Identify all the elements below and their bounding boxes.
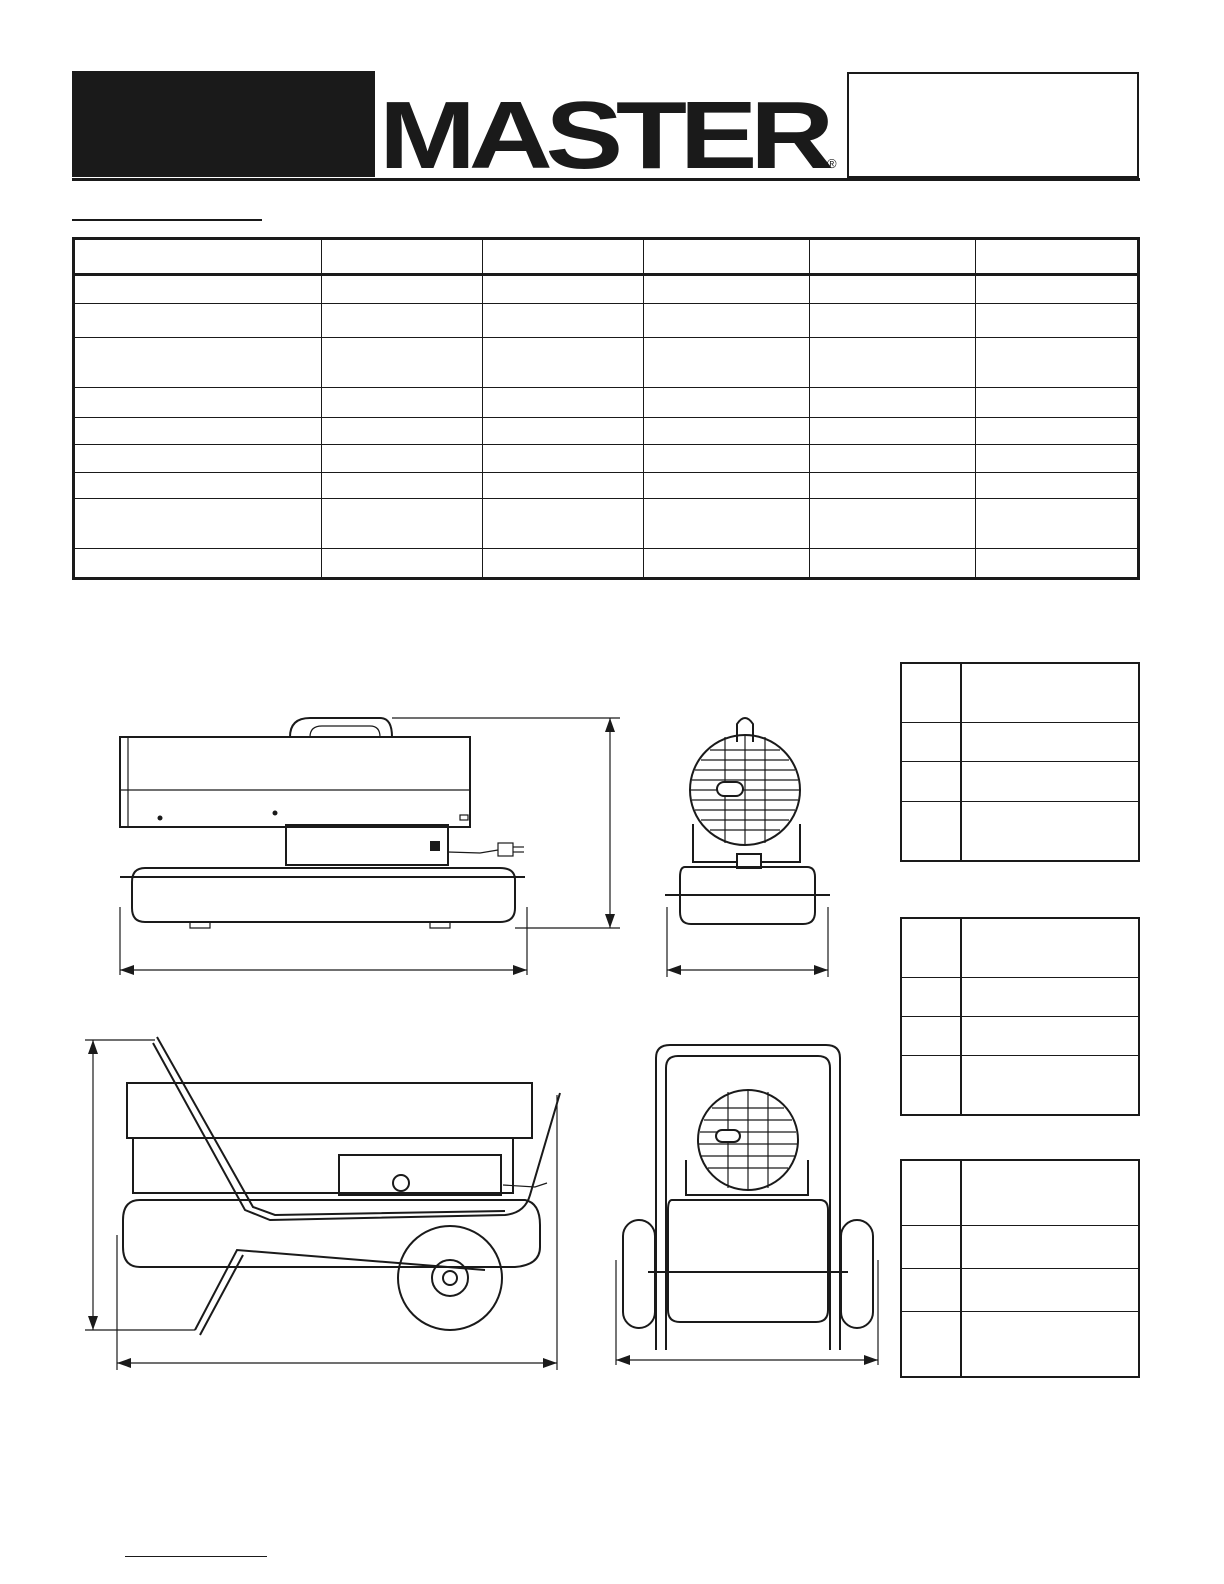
heater-side-view-drawing [100,700,640,990]
header-cell [74,239,322,275]
table-cell [644,275,810,303]
table-row [74,473,1139,499]
registered-mark: ® [827,156,837,171]
dimension-key [901,1016,961,1055]
dimension-table-cart-assembly [900,1159,1140,1378]
table-row [74,275,1139,303]
table-row [901,1225,1139,1268]
model-number-box [847,72,1139,178]
table-row [74,499,1139,548]
table-cell [322,337,483,387]
right-wheel [841,1220,873,1328]
dimension-value [961,1056,1139,1115]
table-cell [74,275,322,303]
table-row [901,1268,1139,1311]
header-cell [644,239,810,275]
table-cell [976,444,1139,472]
dimension-value [961,1225,1139,1268]
table-row [901,802,1139,861]
header-black-band [72,71,375,177]
table-cell [976,337,1139,387]
table-cell [810,548,976,578]
dimension-key [901,663,961,722]
dimension-key [901,977,961,1016]
table-row [74,303,1139,337]
dimension-value [961,1268,1139,1311]
dimension-key [901,1056,961,1115]
header-rule [72,178,1140,181]
dimension-value [961,918,1139,977]
table-cell [644,337,810,387]
dimension-key [901,918,961,977]
table-cell [483,303,644,337]
table-row [901,1160,1139,1225]
table-cell [483,473,644,499]
table-row [901,1056,1139,1115]
logo-wordmark: MASTER [379,86,833,178]
table-cell [976,303,1139,337]
table-cell [810,388,976,417]
table-cell [810,337,976,387]
table-cell [644,388,810,417]
section-heading-underline [72,219,262,221]
master-logo [375,86,845,178]
table-row [74,417,1139,444]
table-cell [976,275,1139,303]
control-box [286,825,448,865]
table-cell [483,388,644,417]
table-cell [810,499,976,548]
power-plug [498,843,513,856]
dimension-key [901,762,961,802]
table-cell [976,388,1139,417]
dimension-key [901,1225,961,1268]
footer-rule [125,1556,267,1557]
table-cell [74,499,322,548]
tank-front [668,1200,828,1322]
table-cell [74,303,322,337]
table-cell [810,303,976,337]
table-cell [74,337,322,387]
table-cell [322,499,483,548]
table-cell [810,417,976,444]
table-cell [644,444,810,472]
dimension-value [961,977,1139,1016]
table-cell [322,275,483,303]
table-cell [976,548,1139,578]
control-box [339,1155,501,1195]
dimension-value [961,1160,1139,1225]
table-cell [74,417,322,444]
table-cell [810,473,976,499]
table-cell [74,473,322,499]
table-row [901,762,1139,802]
table-cell [644,473,810,499]
table-cell [74,548,322,578]
table-row [74,444,1139,472]
table-cell [483,337,644,387]
table-row [901,1312,1139,1377]
table-row [74,548,1139,578]
table-row [74,388,1139,417]
table-row [901,663,1139,722]
heater-with-cart-side-view-drawing [85,1035,565,1375]
dimension-value [961,722,1139,762]
table-row [901,977,1139,1016]
dimension-value [961,663,1139,722]
table-cell [483,548,644,578]
table-cell [976,417,1139,444]
header-cell [322,239,483,275]
table-cell [810,444,976,472]
dimension-key [901,1160,961,1225]
dimension-value [961,1312,1139,1377]
table-cell [74,444,322,472]
table-cell [483,444,644,472]
dimension-value [961,802,1139,861]
table-cell [644,548,810,578]
table-cell [322,548,483,578]
table-row [901,918,1139,977]
table-row [901,722,1139,762]
table-cell [810,275,976,303]
left-wheel [623,1220,655,1328]
header-cell [483,239,644,275]
table-row [74,337,1139,387]
header-cell [976,239,1139,275]
table-cell [322,388,483,417]
heater-with-cart-front-view-drawing [608,1040,888,1375]
dimension-value [961,1016,1139,1055]
dimension-value [961,762,1139,802]
dimension-key [901,722,961,762]
table-cell [74,388,322,417]
table-cell [322,303,483,337]
dimension-key [901,1312,961,1377]
table-cell [483,499,644,548]
power-cord [448,850,498,853]
cart-wheel [398,1226,502,1330]
heater-front-view-drawing [655,712,840,982]
table-cell [322,473,483,499]
table-cell [976,473,1139,499]
table-cell [483,417,644,444]
dimension-key [901,802,961,861]
dimension-key [901,1268,961,1311]
header-cell [810,239,976,275]
table-cell [322,417,483,444]
table-cell [644,417,810,444]
table-cell [644,499,810,548]
table-row [901,1016,1139,1055]
dimension-table-cart [900,917,1140,1116]
heater-upper-body [120,737,470,827]
table-cell [322,444,483,472]
table-cell [644,303,810,337]
dimension-table-heater [900,662,1140,862]
table-cell [976,499,1139,548]
thermostat-knob [393,1175,409,1191]
table-header-row [74,239,1139,275]
table-cell [483,275,644,303]
specifications-table [72,237,1140,580]
